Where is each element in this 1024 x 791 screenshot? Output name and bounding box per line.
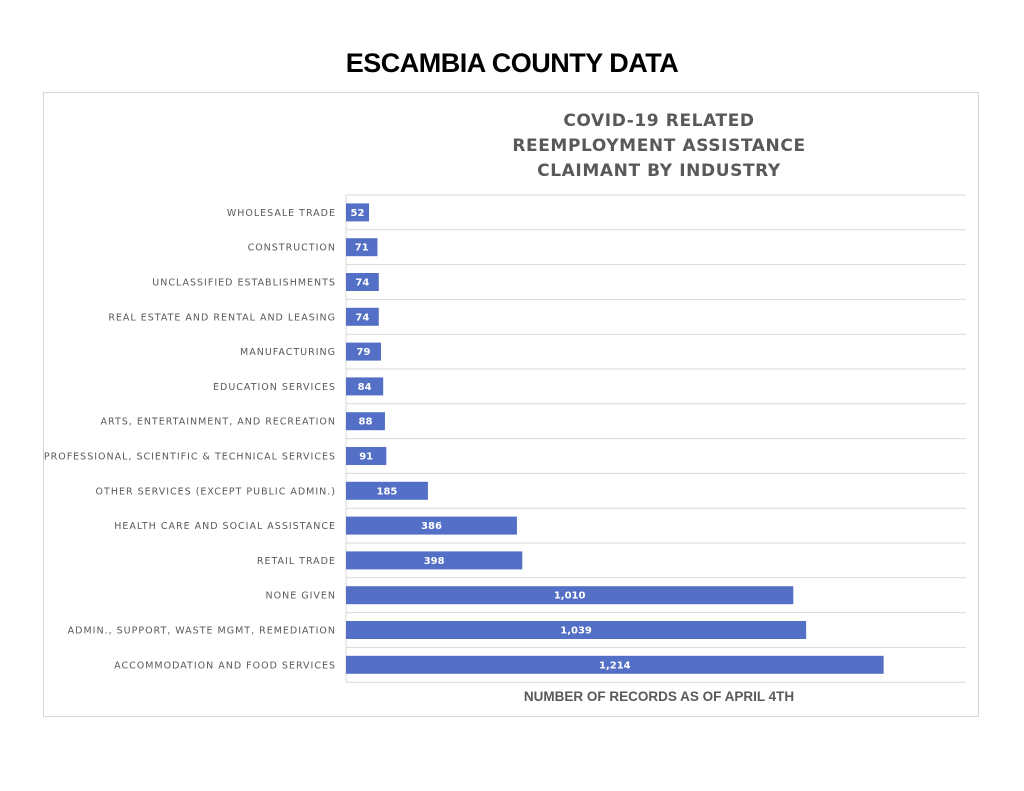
bar-value-label: 52 <box>350 207 365 219</box>
category-label: HEALTH CARE AND SOCIAL ASSISTANCE <box>114 521 336 533</box>
category-label: RETAIL TRADE <box>256 555 336 567</box>
category-label: EDUCATION SERVICES <box>213 381 336 393</box>
bar-value-label: 1,010 <box>553 590 586 602</box>
chart-title-line-2: REEMPLOYMENT ASSISTANCE <box>512 136 806 156</box>
category-label: WHOLESALE TRADE <box>226 207 336 219</box>
bar-value-label: 1,214 <box>598 660 631 672</box>
category-label: ARTS, ENTERTAINMENT, AND RECREATION <box>100 416 336 428</box>
chart-title-line-3: CLAIMANT BY INDUSTRY <box>537 161 781 181</box>
bar-value-label: 398 <box>423 555 445 567</box>
bar-value-label: 91 <box>359 451 374 463</box>
category-label: MANUFACTURING <box>240 347 336 359</box>
bar-value-label: 74 <box>355 277 370 289</box>
category-label: OTHER SERVICES (EXCEPT PUBLIC ADMIN.) <box>95 486 336 498</box>
chart-title-line-1: COVID-19 RELATED <box>563 111 755 131</box>
bar-value-label: 74 <box>355 312 370 324</box>
category-label: PROFESSIONAL, SCIENTIFIC & TECHNICAL SERVICES <box>44 451 336 463</box>
category-label: NONE GIVEN <box>265 590 336 602</box>
bar-value-label: 185 <box>376 486 398 498</box>
category-label: CONSTRUCTION <box>247 242 336 254</box>
bar-value-label: 84 <box>357 381 372 393</box>
category-label: ACCOMMODATION AND FOOD SERVICES <box>114 660 336 672</box>
category-label: UNCLASSIFIED ESTABLISHMENTS <box>152 277 336 289</box>
bar-value-label: 79 <box>356 347 371 359</box>
chart-frame <box>43 92 979 717</box>
x-axis-title: NUMBER OF RECORDS AS OF APRIL 4TH <box>523 689 795 704</box>
bar-value-label: 1,039 <box>560 625 592 637</box>
bar-value-label: 88 <box>358 416 373 428</box>
page-heading: ESCAMBIA COUNTY DATA <box>345 48 679 78</box>
category-label: REAL ESTATE AND RENTAL AND LEASING <box>108 312 336 324</box>
bar-value-label: 386 <box>421 521 442 533</box>
category-label: ADMIN., SUPPORT, WASTE MGMT, REMEDIATION <box>67 625 336 637</box>
bar-value-label: 71 <box>354 242 369 254</box>
bar-chart <box>44 93 978 716</box>
